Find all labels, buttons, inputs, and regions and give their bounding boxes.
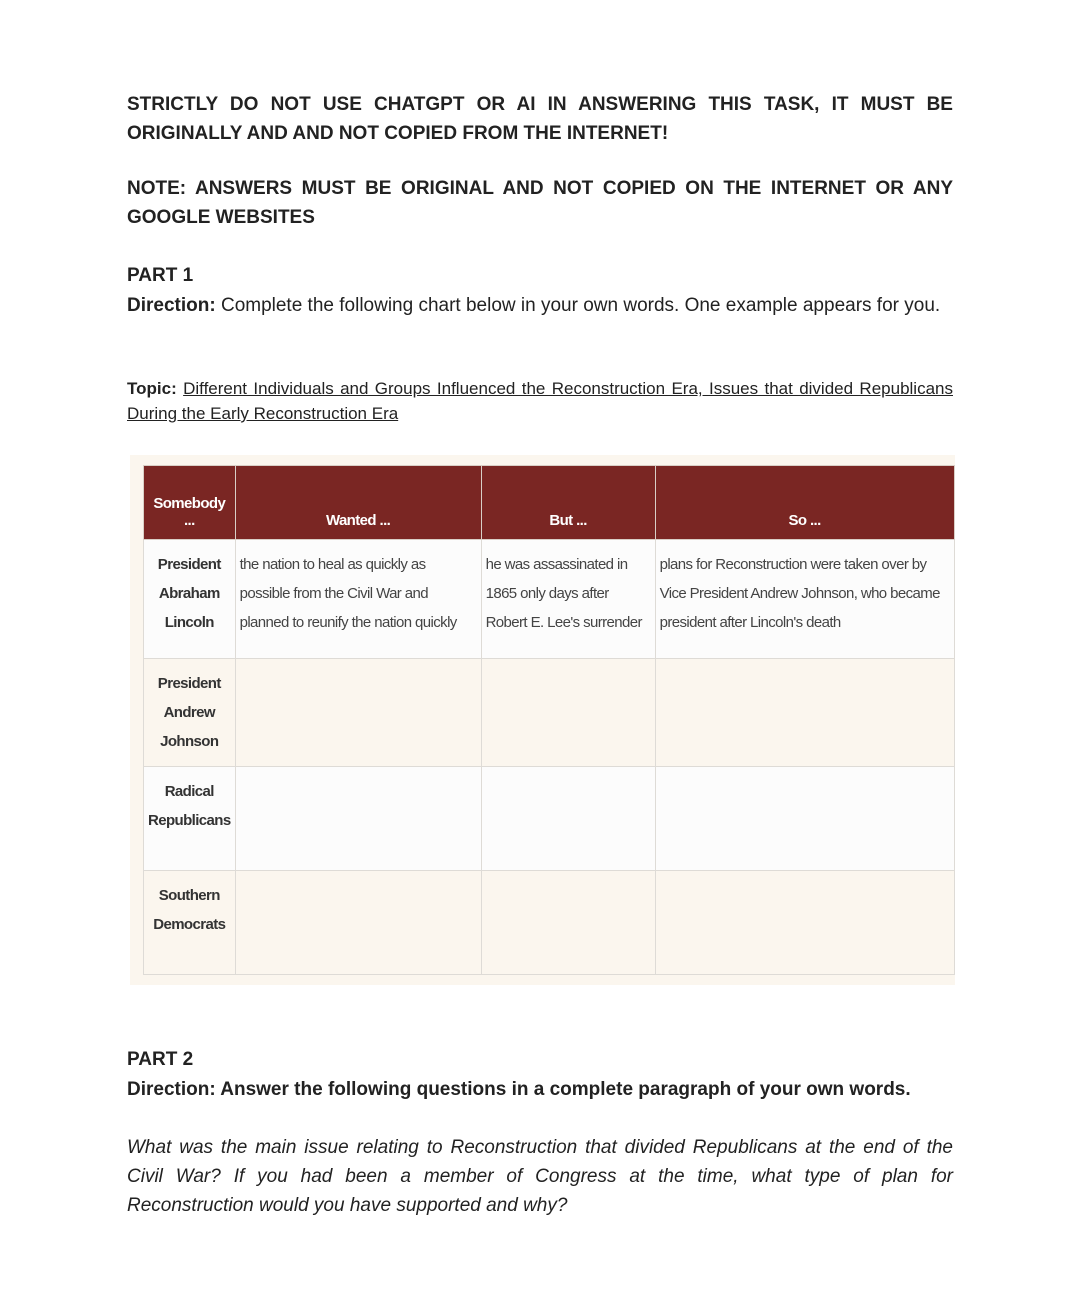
ai-warning: STRICTLY DO NOT USE CHATGPT OR AI IN ANSWERING THIS TASK, IT MUST BE ORIGINALLY AND AND NOT COPIED FROM THE INTERNET! — [127, 94, 953, 144]
somebody-cell: President Andrew Johnson — [144, 659, 236, 767]
note: NOTE: ANSWERS MUST BE ORIGINAL AND NOT COPIED ON THE INTERNET OR ANY GOOGLE WEBSITES — [127, 178, 953, 228]
header-row — [144, 466, 955, 540]
part2-direction: Direction: Answer the following questions in a complete paragraph of your own words. — [127, 1079, 911, 1100]
topic-label: Topic: — [127, 379, 177, 398]
but-cell[interactable] — [481, 871, 655, 975]
header-somebody: Somebody ... — [144, 466, 236, 540]
but-cell[interactable] — [481, 767, 655, 871]
table-row — [144, 871, 955, 975]
wanted-cell[interactable] — [235, 767, 481, 871]
header-but: But ... — [481, 466, 655, 540]
direction-label: Direction: — [127, 295, 216, 316]
but-cell: he was assassinated in 1865 only days after Robert E. Lee's surrender — [481, 540, 655, 659]
part2-title: PART 2 — [127, 1049, 194, 1070]
part1-direction — [127, 291, 953, 320]
wanted-cell: the nation to heal as quickly as possible from the Civil War and planned to reunify the nation quickly — [235, 540, 481, 659]
wanted-cell[interactable] — [235, 659, 481, 767]
so-cell: plans for Reconstruction were taken over by Vice President Andrew Johnson, who became president after Lincoln's death — [655, 540, 954, 659]
direction-text: Complete the following chart below in your own words. One example appears for you. — [215, 295, 941, 316]
sbws-chart — [143, 465, 955, 975]
table-row — [144, 767, 955, 871]
table-row — [144, 659, 955, 767]
part2-question: What was the main issue relating to Reconstruction that divided Republicans at the end of the Civil War? If you had been a member of Congress at the time, what type of plan for Reconstruction would you have supported and why? — [127, 1137, 953, 1216]
topic-text: Different Individuals and Groups Influenced the Reconstruction Era, Issues that divided Republicans During the Early Reconstruction Era — [127, 379, 953, 423]
header-so: So ... — [655, 466, 954, 540]
somebody-cell: Radical Republicans — [144, 767, 236, 871]
table-row — [144, 540, 955, 659]
somebody-cell: Southern Democrats — [144, 871, 236, 975]
but-cell[interactable] — [481, 659, 655, 767]
so-cell[interactable] — [655, 659, 954, 767]
header-wanted: Wanted ... — [235, 466, 481, 540]
so-cell[interactable] — [655, 871, 954, 975]
part1-title: PART 1 — [127, 265, 194, 286]
topic — [127, 376, 953, 426]
so-cell[interactable] — [655, 767, 954, 871]
somebody-cell: President Abraham Lincoln — [144, 540, 236, 659]
wanted-cell[interactable] — [235, 871, 481, 975]
